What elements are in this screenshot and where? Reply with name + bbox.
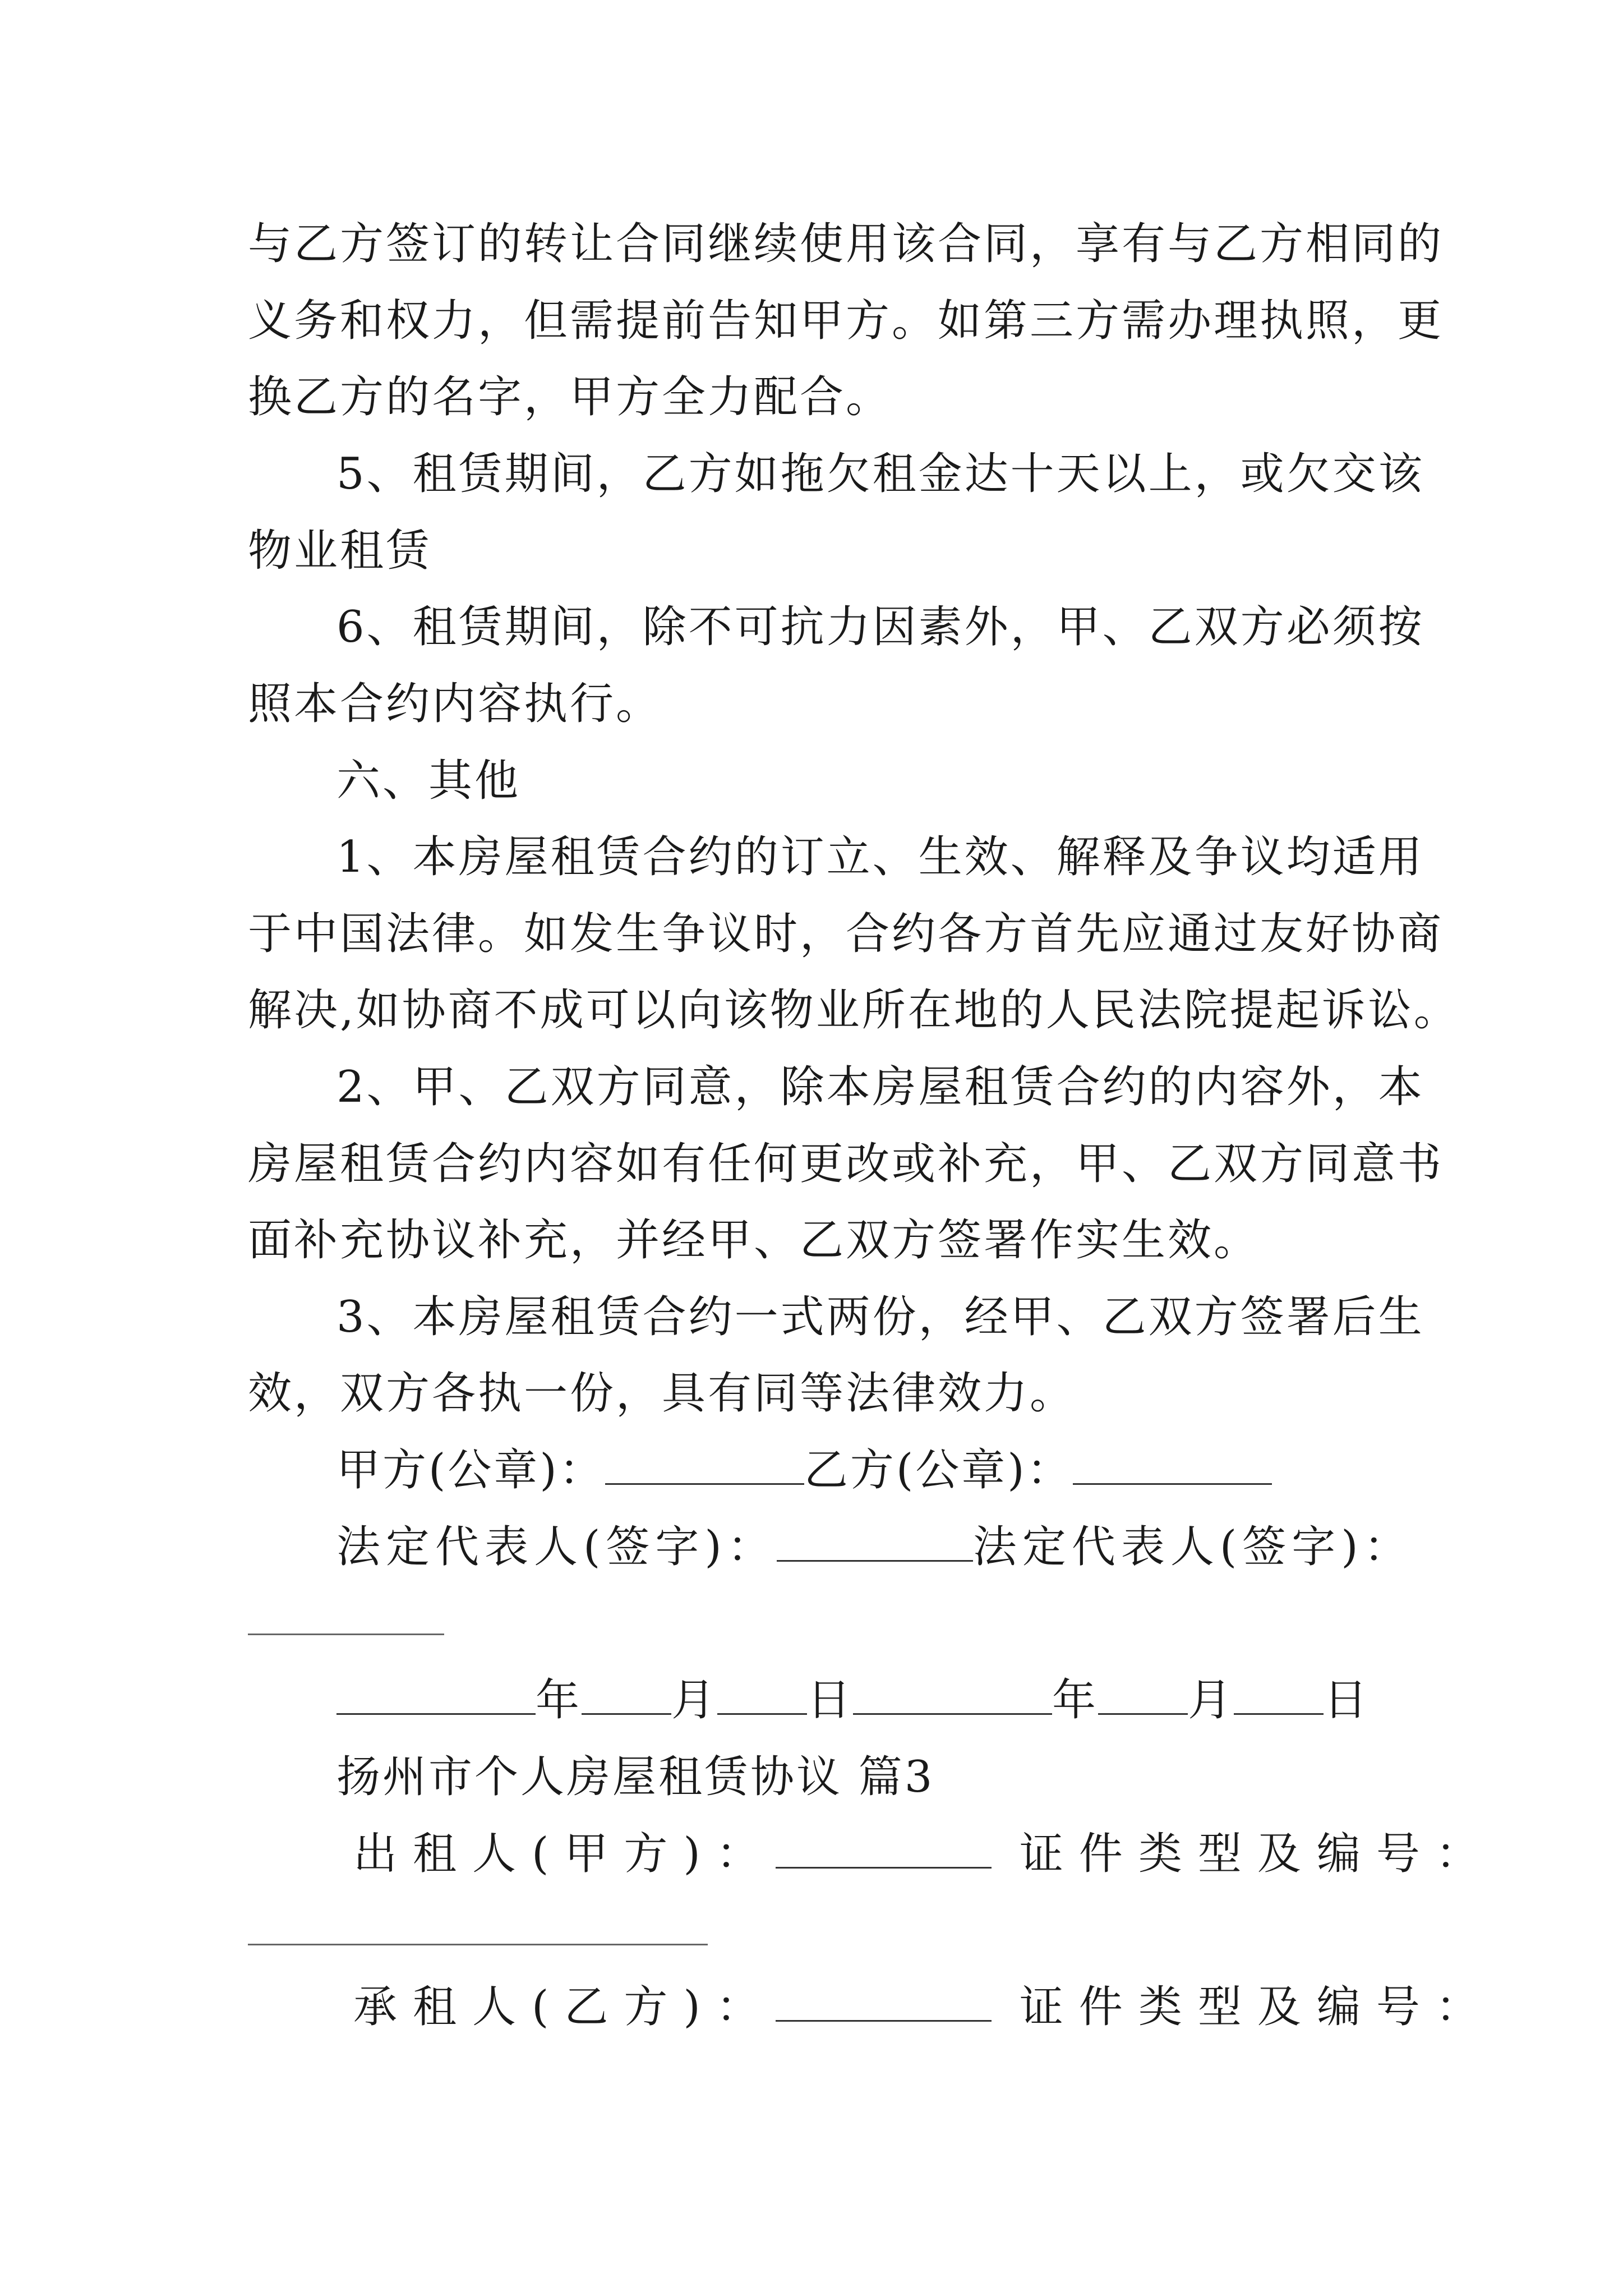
lessor-id-blank (248, 1944, 708, 1945)
month-a-label: 月 (671, 1675, 718, 1726)
day-a-label: 日 (807, 1675, 854, 1726)
rep-b-label: 法定代表人(签字)： (972, 1522, 1413, 1572)
rep-a-blank (777, 1521, 973, 1562)
lessor-id-label: 证件类型及编号： (1019, 1829, 1495, 1879)
day-b-label: 日 (1324, 1675, 1370, 1726)
paragraph-line: 物业租赁 (248, 526, 432, 576)
month-a-blank (582, 1674, 671, 1715)
lessor-line (353, 1826, 1495, 1882)
lessor-label: 出租人(甲方)： (353, 1829, 776, 1879)
lessee-line (353, 1979, 1495, 2035)
paragraph-line: 与乙方签订的转让合同继续使用该合同，享有与乙方相同的 (248, 219, 1444, 269)
party-a-seal-label: 甲方(公章)： (336, 1445, 605, 1496)
paragraph-line: 于中国法律。如发生争议时，合约各方首先应通过友好协商 (248, 909, 1444, 959)
party-a-seal-blank (605, 1444, 804, 1485)
party-b-seal-label: 乙方(公章)： (804, 1445, 1073, 1496)
month-b-label: 月 (1188, 1675, 1234, 1726)
paragraph-line: 换乙方的名字，甲方全力配合。 (248, 372, 892, 422)
paragraph-line: 照本合约内容执行。 (248, 679, 662, 729)
paragraph-line: 房屋租赁合约内容如有任何更改或补充，甲、乙双方同意书 (248, 1139, 1444, 1189)
section-heading: 六、其他 (336, 756, 521, 806)
rep-a-label: 法定代表人(签字)： (336, 1522, 777, 1572)
lessee-blank (776, 1981, 992, 2022)
paragraph-line: 面补充协议补充，并经甲、乙双方签署作实生效。 (248, 1215, 1260, 1266)
rep-b-blank (248, 1634, 444, 1635)
date-line (336, 1672, 1398, 1728)
representative-line (336, 1519, 1413, 1575)
year-b-label: 年 (1052, 1675, 1099, 1726)
party-b-seal-blank (1073, 1444, 1272, 1485)
lessee-id-label: 证件类型及编号： (1019, 1982, 1495, 2032)
year-a-blank (336, 1674, 536, 1715)
year-b-blank (853, 1674, 1052, 1715)
paragraph-line: 解决,如协商不成可以向该物业所在地的人民法院提起诉讼。 (248, 985, 1460, 1036)
day-b-blank (1234, 1674, 1324, 1715)
paragraph-line: 3、本房屋租赁合约一式两份，经甲、乙双方签署后生 (336, 1292, 1424, 1342)
lessee-label: 承租人(乙方)： (353, 1982, 776, 2032)
month-b-blank (1098, 1674, 1188, 1715)
paragraph-line: 5、租赁期间，乙方如拖欠租金达十天以上，或欠交该 (336, 449, 1424, 499)
lessor-blank (776, 1828, 992, 1869)
paragraph-line: 6、租赁期间，除不可抗力因素外，甲、乙双方必须按 (336, 602, 1424, 652)
paragraph-line: 义务和权力，但需提前告知甲方。如第三方需办理执照，更 (248, 296, 1444, 346)
paragraph-line: 2、甲、乙双方同意，除本房屋租赁合约的内容外，本 (336, 1062, 1424, 1112)
paragraph-line: 效，双方各执一份，具有同等法律效力。 (248, 1368, 1076, 1419)
paragraph-line: 1、本房屋租赁合约的订立、生效、解释及争议均适用 (336, 832, 1424, 882)
seal-line (336, 1442, 1398, 1498)
day-a-blank (717, 1674, 807, 1715)
section-title: 扬州市个人房屋租赁协议 篇3 (336, 1752, 935, 1802)
year-a-label: 年 (536, 1675, 582, 1726)
